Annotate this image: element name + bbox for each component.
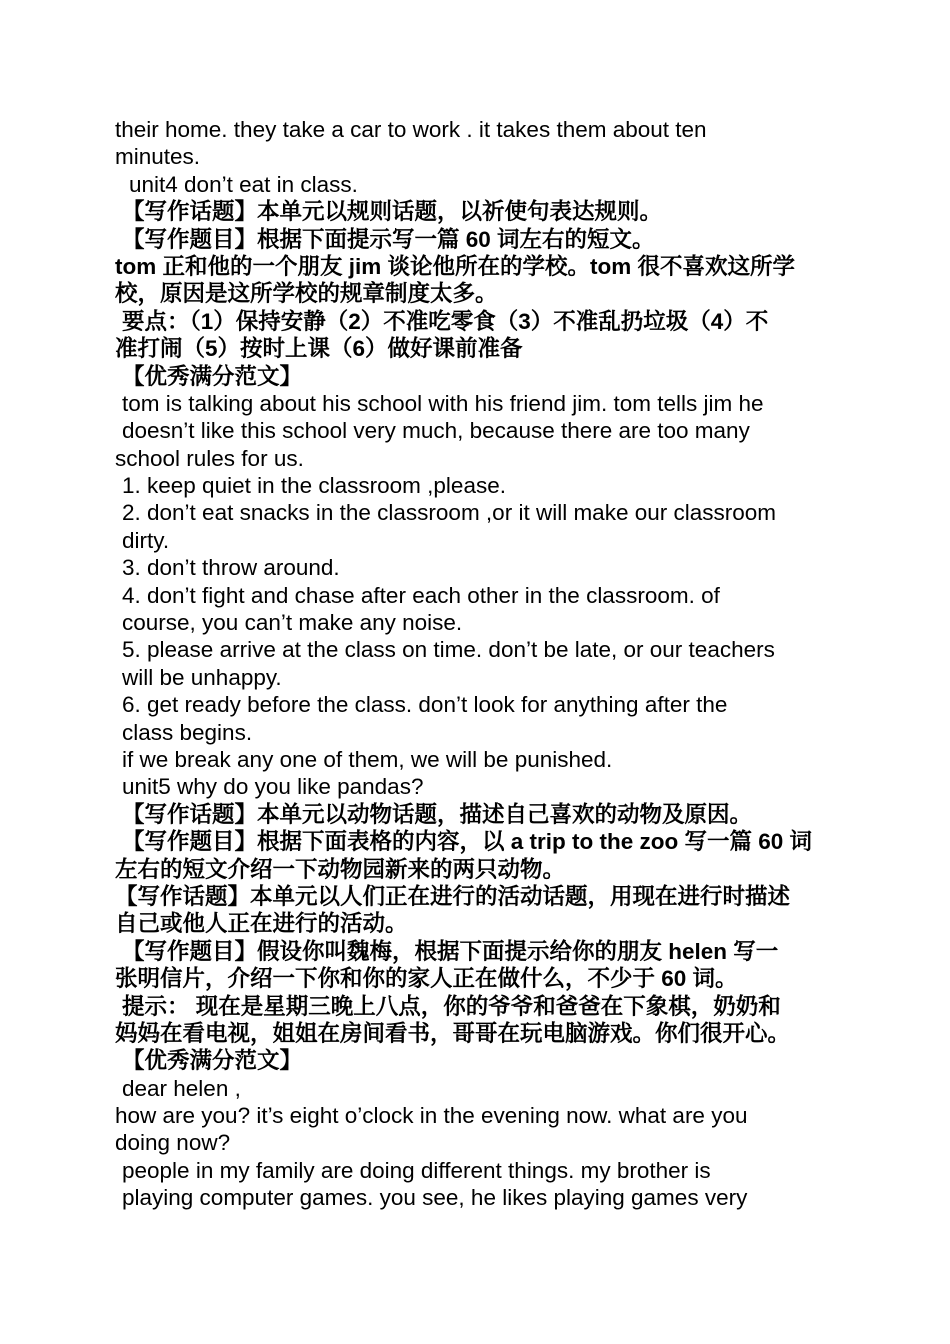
writing-topic: 【写作话题】本单元以人们正在进行的活动话题，用现在进行时描述 bbox=[115, 883, 791, 909]
text-line: school rules for us. bbox=[115, 445, 304, 471]
text-line: tom is talking about his school with his friend jim. tom tells jim he bbox=[122, 390, 764, 416]
hints: 提示： 现在是星期三晚上八点，你的爷爷和爸爸在下象棋，奶奶和 bbox=[122, 993, 781, 1019]
text-line: tom 正和他的一个朋友 jim 谈论他所在的学校。tom 很不喜欢这所学 bbox=[115, 253, 795, 279]
text-line: playing computer games. you see, he likes playing games very bbox=[122, 1185, 748, 1211]
list-item: 6. get ready before the class. don’t look for anything after the bbox=[122, 692, 728, 718]
text-line: 校，原因是这所学校的规章制度太多。 bbox=[115, 281, 498, 307]
text-line: if we break any one of them, we will be punished. bbox=[122, 746, 613, 772]
list-item: 2. don’t eat snacks in the classroom ,or it will make our classroom bbox=[122, 500, 777, 526]
document-page bbox=[115, 116, 845, 1212]
text-line: how are you? it’s eight o’clock in the evening now. what are you bbox=[115, 1103, 748, 1129]
text-line: doing now? bbox=[115, 1130, 231, 1156]
text-line: their home. they take a car to work . it takes them about ten bbox=[115, 117, 707, 142]
writing-topic: 【写作话题】本单元以动物话题，描述自己喜欢的动物及原因。 bbox=[122, 801, 753, 827]
text-line: will be unhappy. bbox=[122, 664, 282, 690]
writing-prompt: 【写作题目】假设你叫魏梅，根据下面提示给你的朋友 helen 写一 bbox=[122, 938, 779, 964]
writing-prompt: 【写作题目】根据下面表格的内容，以 a trip to the zoo 写一篇 60 词 bbox=[122, 829, 813, 855]
list-item: 3. don’t throw around. bbox=[122, 555, 340, 581]
sample-essay-heading: 【优秀满分范文】 bbox=[122, 363, 303, 389]
text-line: minutes. bbox=[115, 144, 201, 170]
unit5-heading: unit5 why do you like pandas? bbox=[122, 774, 424, 800]
text-line: people in my family are doing different things. my brother is bbox=[122, 1157, 711, 1183]
list-item: 4. don’t fight and chase after each other in the classroom. of bbox=[122, 582, 720, 608]
list-item: 5. please arrive at the class on time. don’t be late, or our teachers bbox=[122, 637, 775, 663]
text-line: 张明信片，介绍一下你和你的家人正在做什么，不少于 60 词。 bbox=[115, 966, 738, 992]
text-line: 自己或他人正在进行的活动。 bbox=[115, 911, 408, 937]
text-line: doesn’t like this school very much, because there are too many bbox=[122, 418, 750, 444]
text-line: 准打闹（5）按时上课（6）做好课前准备 bbox=[115, 336, 523, 362]
key-points: 要点：（1）保持安静（2）不准吃零食（3）不准乱扔垃圾（4）不 bbox=[122, 308, 769, 334]
text-line: dirty. bbox=[122, 527, 170, 553]
sample-essay-heading: 【优秀满分范文】 bbox=[122, 1048, 303, 1074]
text-line: 左右的短文介绍一下动物园新来的两只动物。 bbox=[115, 856, 566, 882]
writing-topic: 【写作话题】本单元以规则话题，以祈使句表达规则。 bbox=[122, 199, 663, 225]
unit4-heading: unit4 don’t eat in class. bbox=[129, 171, 358, 197]
writing-prompt: 【写作题目】根据下面提示写一篇 60 词左右的短文。 bbox=[122, 226, 655, 252]
text-line: course, you can’t make any noise. bbox=[122, 610, 463, 636]
letter-greeting: dear helen , bbox=[122, 1075, 241, 1101]
list-item: 1. keep quiet in the classroom ,please. bbox=[122, 473, 506, 499]
text-line: class begins. bbox=[122, 719, 253, 745]
text-line: 妈妈在看电视，姐姐在房间看书，哥哥在玩电脑游戏。你们很开心。 bbox=[115, 1020, 791, 1046]
